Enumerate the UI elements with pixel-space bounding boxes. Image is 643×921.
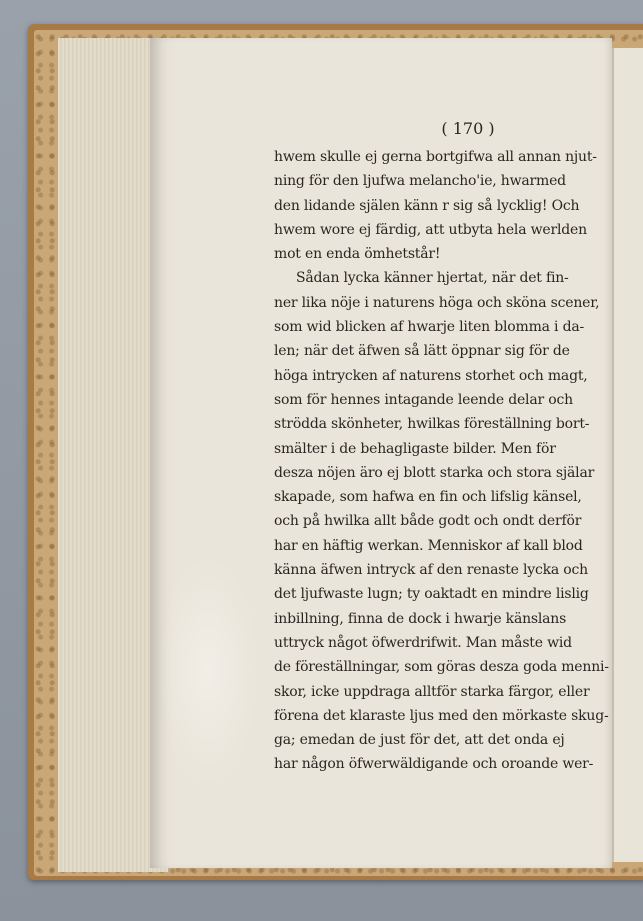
text-line: den lidande själen känn r sig så lycklig! Och [274,197,580,214]
text-line: som för hennes intagande leende delar och [274,391,573,408]
text-line: smälter i de behagligaste bilder. Men för [274,440,556,457]
text-line: känna äfwen intryck af den renaste lycka och [274,562,588,579]
text-line: Sådan lycka känner hjertat, när det fin- [296,270,569,287]
text-line: hwem skulle ej gerna bortgifwa all annan njut- [274,149,597,165]
text-line: de föreställningar, som göras desza goda menni- [274,659,609,676]
text-line: skor, icke uppdraga alltför starka färgor, eller [274,683,590,700]
text-line: len; när det äfwen så lätt öppnar sig för de [274,343,570,360]
text-line: har någon öfwerwäldigande och oroande wer- [274,756,594,773]
text-line: inbillning, finna de dock i hwarje känslans [274,610,567,627]
text-line: förena det klaraste ljus med den mörkaste skug- [274,707,609,724]
text-line: mot en enda ömhetstår! [274,246,441,263]
page-number: ( 170 ) [441,119,495,138]
text-line: som wid blicken af hwarje liten blomma i da- [274,319,585,336]
text-line: uttryck något öfwerdrifwit. Man måste wid [274,634,572,651]
text-line: desza nöjen äro ej blott starka och stora själar [274,464,595,481]
text-line: strödda skönheter, hwilkas föreställning bort- [274,416,590,433]
text-line: och på hwilka allt både godt och ondt derför [274,513,582,530]
text-line: det ljufwaste lugn; ty oaktadt en mindre lislig [274,586,589,603]
text-line: skapade, som hafwa en fin och lifslig känsel, [274,489,582,506]
text-line: höga intrycken af naturens storhet och magt, [274,367,588,384]
text-line: ner lika nöje i naturens höga och sköna scener, [274,294,600,311]
page-stain [156,553,260,788]
facing-page-edge [612,48,643,862]
body-text [274,145,609,777]
text-line: ga; emedan de just för det, att det onda ej [274,732,565,749]
text-line: hwem wore ej färdig, att utbyta hela werlden [274,221,587,238]
text-line: har en häftig werkan. Menniskor af kall blod [274,537,583,554]
book-page [150,38,612,868]
text-line: ning för den ljufwa melancho'ie, hwarmed [274,173,566,190]
